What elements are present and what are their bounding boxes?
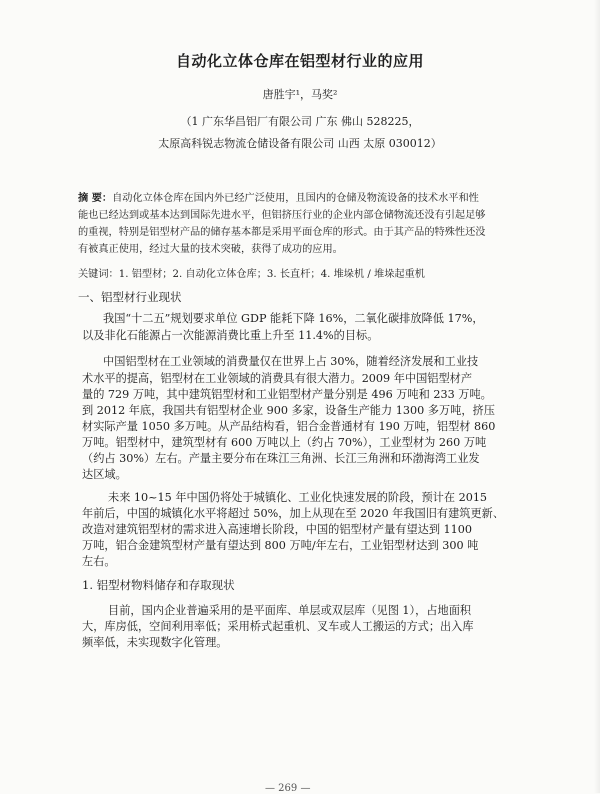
paragraph-line: （约占 30%）左右。产量主要分布在珠江三角洲、长江三角洲和环渤海湾工业发 — [82, 452, 480, 465]
paragraph-line: 术水平的提高，铝型材在工业领域的消费具有很大潜力。2009 年中国铝型材产 — [82, 372, 473, 385]
abstract-line — [78, 189, 479, 204]
paragraph-line: 左右。 — [82, 555, 116, 568]
paragraph-line: 改造对建筑铝型材的需求进入高速增长阶段，中国的铝型材产量有望达到 1100 — [82, 523, 473, 536]
affiliation-line-2: 太原高科锐志物流仓储设备有限公司 山西 太原 030012） — [158, 137, 442, 150]
authors: 唐胜宇¹，马奖² — [262, 88, 338, 101]
paragraph-line: 我国“十二五”规划要求单位 GDP 能耗下降 16%，二氧化碳排放降低 17%， — [103, 312, 484, 325]
abstract-line: 能也已经达到或基本达到国际先进水平，但铝挤压行业的企业内部仓储物流还没有引起足够 — [78, 210, 486, 221]
page-number: — 269 — — [265, 783, 311, 794]
paragraph-line: 材实际产量 1050 多万吨。从产品结构看，铝合金普通材有 190 万吨，铝型材 860 — [82, 420, 496, 433]
affiliation-line-1: （1 广东华昌铝厂有限公司 广东 佛山 528225， — [180, 115, 420, 128]
abstract-text: 自动化立体仓库在国内外已经广泛使用，且国内的仓储及物流设备的技术水平和性 — [112, 193, 479, 204]
paragraph-line: 中国铝型材在工业领域的消费量仅在世界上占 30%，随着经济发展和工业技 — [103, 355, 479, 368]
paragraph-line: 频率低，未实现数字化管理。 — [82, 636, 228, 649]
paragraph-line: 量的 729 万吨，其中建筑铝型材和工业铝型材产量分别是 496 万吨和 233 万吨。 — [82, 388, 492, 401]
abstract-line: 有被真正使用，经过大量的技术突破，获得了成功的应用。 — [78, 244, 343, 255]
keywords: 关键词：1. 铝型材；2. 自动化立体仓库；3. 长直杆；4. 堆垛机 / 堆垛起重机 — [78, 269, 425, 280]
section-heading-2: 1. 铝型材物料储存和存取现状 — [82, 578, 235, 592]
paragraph-line: 到 2012 年底，我国共有铝型材企业 900 多家，设备生产能力 1300 多万吨，挤压 — [82, 404, 495, 417]
section-heading-1: 一、铝型材行业现状 — [78, 290, 182, 304]
paragraph-line: 未来 10~15 年中国仍将处于城镇化、工业化快速发展的阶段，预计在 2015 — [108, 491, 488, 504]
paragraph-line: 年前后，中国的城镇化水平将超过 50%，加上从现在至 2020 年我国旧有建筑更新、 — [82, 507, 505, 520]
paragraph-line: 万吨。铝型材中，建筑型材有 600 万吨以上（约占 70%），工业型材为 260 万吨 — [82, 436, 487, 449]
paragraph-line: 以及非化石能源占一次能源消费比重上升至 11.4%的目标。 — [82, 329, 379, 342]
paper-title: 自动化立体仓库在铝型材行业的应用 — [175, 52, 424, 70]
abstract-label: 摘 要： — [78, 192, 113, 204]
abstract-line: 的重视，特别是铝型材产品的储存基本都是采用平面仓库的形式。由于其产品的特殊性还没 — [78, 227, 486, 238]
paragraph-line: 大，库房低，空间利用率低；采用桥式起重机、叉车或人工搬运的方式；出入库 — [82, 620, 474, 633]
paragraph-line: 万吨，铝合金建筑型材产量有望达到 800 万吨/年左右，工业铝型材达到 300 吨 — [82, 539, 479, 552]
scan-edge-shadow — [594, 0, 600, 793]
paragraph-line: 目前，国内企业普遍采用的是平面库、单层或双层库（见图 1），占地面积 — [108, 604, 472, 617]
paragraph-line: 达区域。 — [82, 468, 127, 481]
